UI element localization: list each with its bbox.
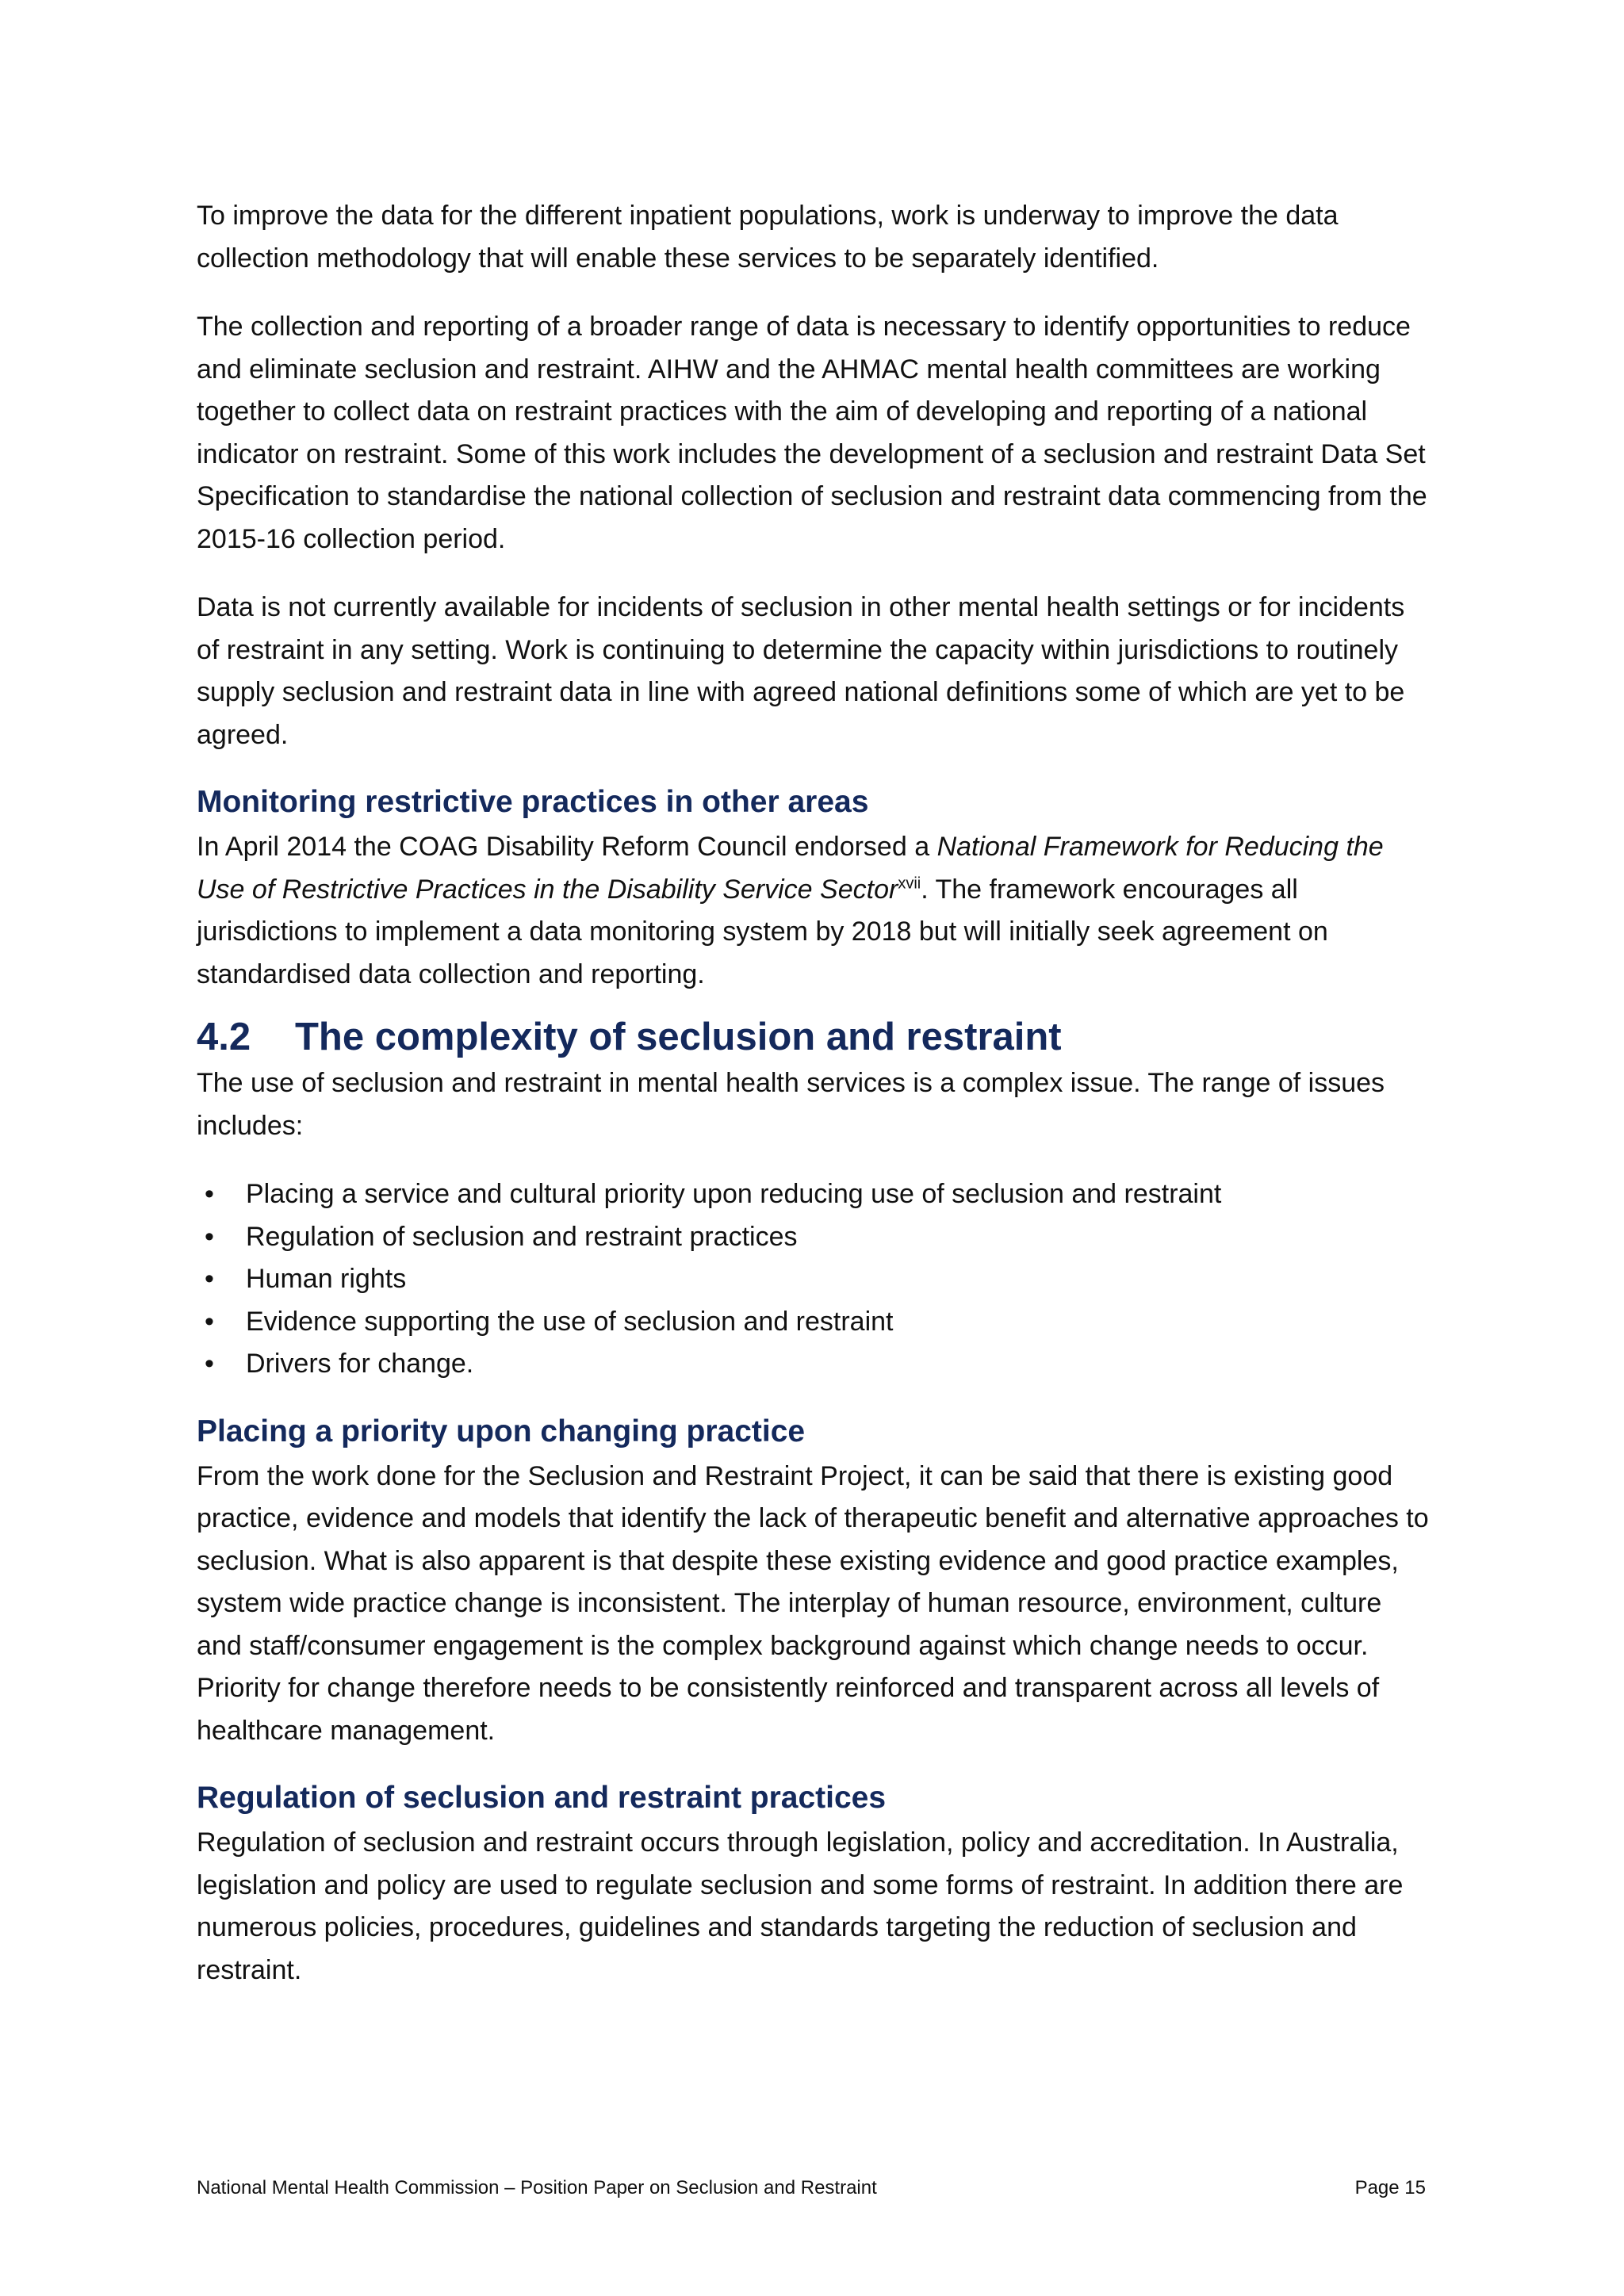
paragraph-section-intro: The use of seclusion and restraint in mental health services is a complex issue. The range of issues includes:	[197, 1068, 1385, 1141]
document-body	[197, 195, 1434, 1992]
paragraph-priority: From the work done for the Seclusion and Restraint Project, it can be said that there is existing good practice, evidence and models that identify the lack of therapeutic benefit and alternative approaches to seclusion. What is also apparent is that despite these existing evidence and good practice examples, system wide practice change is inconsistent. The interplay of human resource, environment, culture and staff/consumer engagement is the complex background against which change needs to occur. Priority for change therefore needs to be consistently reinforced and transparent across all levels of healthcare management.	[197, 1460, 1429, 1746]
paragraph-monitoring	[197, 826, 1434, 996]
heading-regulation: Regulation of seclusion and restraint practices	[197, 1781, 887, 1815]
monitoring-text-before: In April 2014 the COAG Disability Reform Council endorsed a	[197, 832, 937, 862]
footer-document-title: National Mental Health Commission – Position Paper on Seclusion and Restraint	[197, 2177, 877, 2198]
bullet-icon: •	[205, 1349, 214, 1379]
section-heading-4-2	[197, 1012, 1434, 1062]
list-item	[197, 1301, 1434, 1344]
list-item	[197, 1343, 1434, 1386]
list-item	[197, 1216, 1434, 1259]
list-item-text: Drivers for change.	[246, 1349, 474, 1379]
framework-title-italic: National Framework for Reducing the Use of Restrictive Practices in the Disability Service Sector	[197, 832, 1384, 905]
section-number: 4.2	[197, 1016, 251, 1058]
paragraph-regulation: Regulation of seclusion and restraint occurs through legislation, policy and accreditation. In Australia, legislation and policy are used to regulate seclusion and some forms of restraint. In addition there are numerous policies, procedures, guidelines and standards targeting the reduction of seclusion and restraint.	[197, 1827, 1404, 1985]
paragraph-data-availability: Data is not currently available for incidents of seclusion in other mental health settings or for incidents of restraint in any setting. Work is continuing to determine the capacity within jurisdictions to routinely supply seclusion and restraint data in line with agreed national definitions some of which are yet to be agreed.	[197, 592, 1405, 750]
section-title: The complexity of seclusion and restraint	[295, 1016, 1062, 1058]
bullet-icon: •	[205, 1306, 214, 1337]
list-item	[197, 1258, 1434, 1301]
bullet-icon: •	[205, 1179, 214, 1209]
list-item-text: Placing a service and cultural priority upon reducing use of seclusion and restraint	[246, 1179, 1222, 1209]
bullet-icon: •	[205, 1264, 214, 1294]
list-item	[197, 1173, 1434, 1216]
footer-page-number: Page 15	[1354, 2177, 1426, 2198]
heading-placing-priority: Placing a priority upon changing practice	[197, 1414, 806, 1448]
monitoring-text-after: . The framework encourages all jurisdictions to implement a data monitoring system by 2018 but will initially seek agreement on standardised data collection and reporting.	[197, 874, 1328, 989]
endnote-reference[interactable]: xvii	[898, 874, 921, 893]
heading-monitoring-restrictive-practices: Monitoring restrictive practices in other areas	[197, 785, 869, 819]
paragraph-data-improvement: To improve the data for the different inpatient populations, work is underway to improve the data collection methodology that will enable these services to be separately identified.	[197, 201, 1339, 274]
paragraph-data-collection: The collection and reporting of a broader range of data is necessary to identify opportunities to reduce and eliminate seclusion and restraint. AIHW and the AHMAC mental health committees are working together to collect data on restraint practices with the aim of developing and reporting of a national indicator on restraint. Some of this work includes the development of a seclusion and restraint Data Set Specification to standardise the national collection of seclusion and restraint data commencing from the 2015-16 collection period.	[197, 312, 1427, 554]
bullet-icon: •	[205, 1221, 214, 1252]
issues-bullet-list	[197, 1173, 1434, 1386]
list-item-text: Regulation of seclusion and restraint practices	[246, 1221, 798, 1252]
list-item-text: Evidence supporting the use of seclusion and restraint	[246, 1306, 894, 1337]
list-item-text: Human rights	[246, 1264, 407, 1294]
